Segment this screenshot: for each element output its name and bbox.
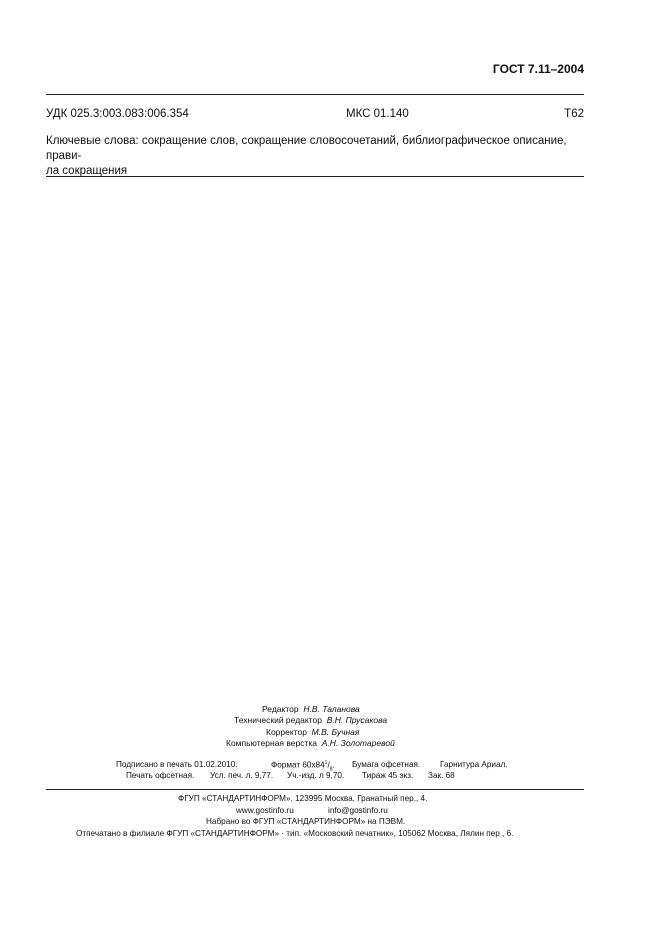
layout-label: Компьютерная верстка xyxy=(226,738,318,748)
edition-sheets: Уч.-изд. л 9,70. xyxy=(287,771,345,780)
format: Формат $60x84^1/_8$. xyxy=(271,760,335,773)
order-number: Зак. 68 xyxy=(428,771,455,780)
footer-divider xyxy=(46,789,584,790)
corrector-name: М.В. Бучная xyxy=(311,727,360,737)
corrector-line xyxy=(266,727,359,737)
credits-block xyxy=(0,700,661,750)
signed-date: Подписано в печать 01.02.2010. xyxy=(116,760,238,769)
group-code: Т62 xyxy=(564,108,584,120)
publisher-email: info@gostinfo.ru xyxy=(328,806,388,815)
layout-name: А.Н. Золотаревой xyxy=(321,738,395,748)
editor-name: Н.В. Таланова xyxy=(303,704,360,714)
print-info xyxy=(0,758,661,784)
typeface: Гарнитура Ариал. xyxy=(440,760,508,769)
editor-line xyxy=(262,704,360,714)
publisher-website: www.gostinfo.ru xyxy=(236,806,294,815)
tech-editor-name: В.Н. Прусакова xyxy=(326,715,388,725)
format-sup: 1 xyxy=(324,760,328,766)
printing-type: Печать офсетная. xyxy=(126,771,195,780)
editor-label: Редактор xyxy=(262,704,299,714)
printed-at: Отпечатано в филиале ФГУП «СТАНДАРТИНФОРМ» · тип. «Московский печатник», 105062 Москва, Лялин пер , 6. xyxy=(76,829,514,838)
format-sub: 8 xyxy=(329,766,333,773)
standard-code: ГОСТ 7.11–2004 xyxy=(492,62,584,76)
paper-type: Бумага офсетная. xyxy=(352,760,421,769)
format-prefix: Формат 60x84 xyxy=(271,760,325,770)
layout-line xyxy=(226,738,395,748)
keywords-line-1: Ключевые слова: сокращение слов, сокращение словосочетаний, библиографическое описание, прави- xyxy=(46,135,567,162)
tech-editor-label: Технический редактор xyxy=(234,715,322,725)
publisher-address: ФГУП «СТАНДАРТИНФОРМ». 123995 Москва, Гранатный пер., 4. xyxy=(178,794,428,803)
printed-sheets: Усл. печ. л. 9,77. xyxy=(210,771,274,780)
top-divider xyxy=(46,94,584,95)
circulation: Тираж 45 экз. xyxy=(362,771,414,780)
keywords-line-2: ла сокращения xyxy=(46,165,128,177)
keywords-divider xyxy=(46,176,584,177)
keywords xyxy=(46,134,584,179)
corrector-label: Корректор xyxy=(266,727,307,737)
udk-code: УДК 025.3:003.083:006.354 xyxy=(46,108,189,120)
typeset-note: Набрано во ФГУП «СТАНДАРТИНФОРМ» на ПЭВМ. xyxy=(206,817,406,826)
format-suffix: . xyxy=(332,760,335,770)
publisher-block xyxy=(0,792,661,842)
tech-editor-line xyxy=(234,715,387,725)
mks-code: МКС 01.140 xyxy=(346,108,409,120)
